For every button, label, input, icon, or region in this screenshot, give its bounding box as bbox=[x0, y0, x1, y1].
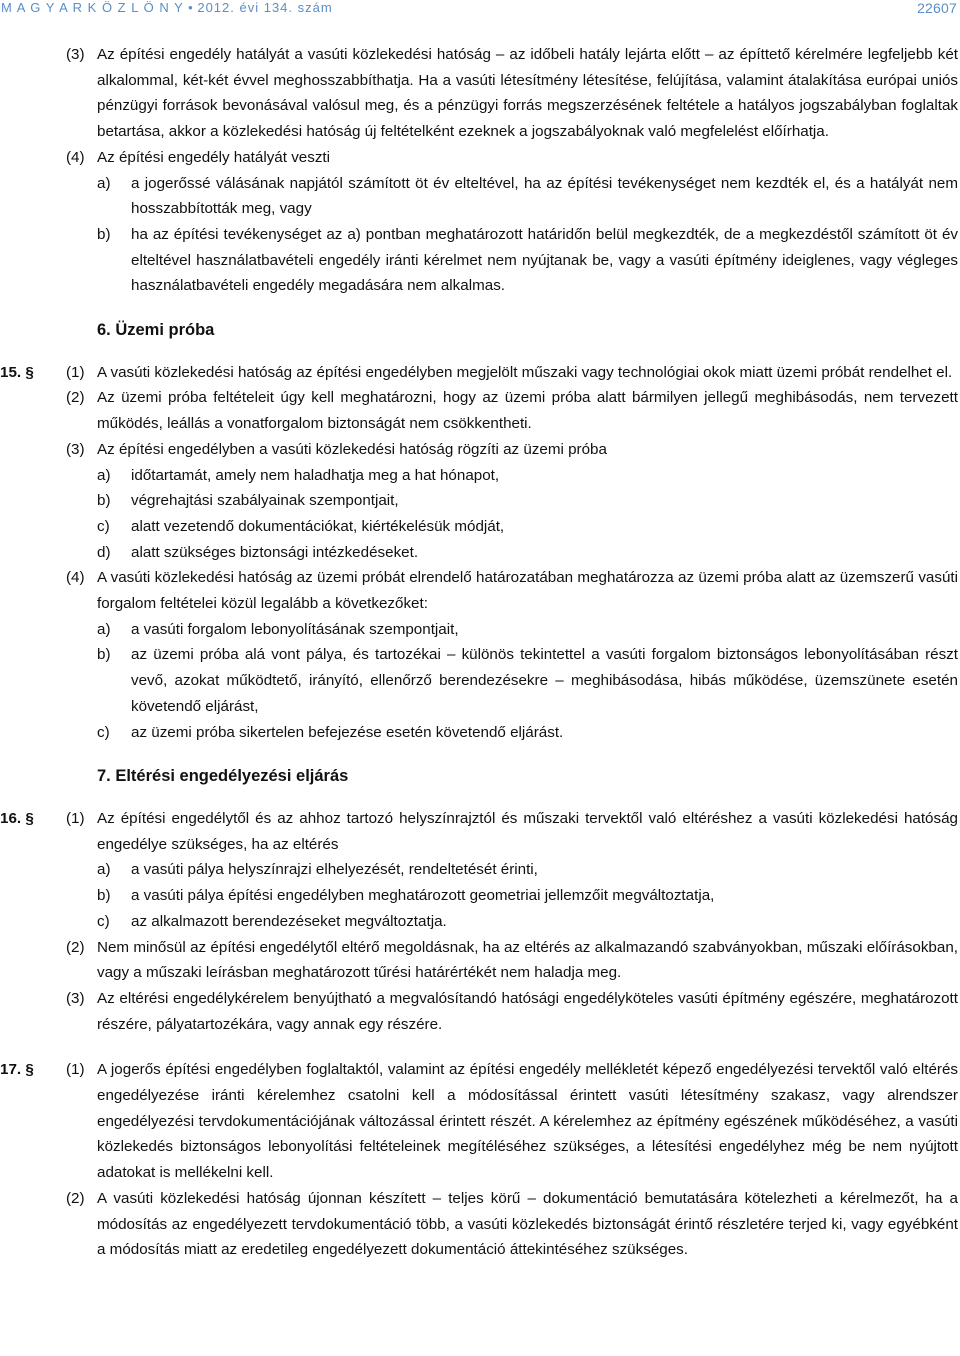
paragraph bbox=[0, 1057, 958, 1186]
item-label: c) bbox=[97, 912, 110, 930]
paragraph-number: (1) bbox=[66, 809, 85, 827]
list-item bbox=[0, 540, 958, 566]
paragraph bbox=[0, 360, 958, 386]
bullet-separator: • bbox=[188, 0, 193, 15]
paragraph-4 bbox=[0, 145, 958, 299]
list-item bbox=[0, 642, 958, 719]
list-item bbox=[0, 463, 958, 489]
section-17 bbox=[0, 1057, 958, 1263]
paragraph bbox=[0, 806, 958, 857]
paragraph bbox=[0, 935, 958, 986]
section-number: 17. § bbox=[0, 1061, 34, 1079]
paragraph-text: Az üzemi próba feltételeit úgy kell meghatározni, hogy az üzemi próba alatt bármilyen jellegű meghibásodás, nem tervezett működés, leállás a vonatforgalom biztonságát nem csökkentheti. bbox=[97, 389, 958, 433]
list-item bbox=[0, 488, 958, 514]
item-text: a vasúti pálya építési engedélyben meghatározott geometriai jellemzőit megváltoztatja, bbox=[131, 887, 715, 905]
item-label: c) bbox=[97, 517, 110, 535]
paragraph-text: A vasúti közlekedési hatóság az építési engedélyben megjelölt műszaki vagy technológiai okok miatt üzemi próbát rendelhet el. bbox=[97, 363, 953, 381]
paragraph-number: (4) bbox=[66, 148, 85, 166]
item-label: a) bbox=[97, 620, 111, 638]
paragraph-number: (4) bbox=[66, 569, 85, 587]
paragraph-text: Az eltérési engedélykérelem benyújtható a megvalósítandó hatósági engedélyköteles vasúti építmény egészére, meghatározott részére, pályatartozékára, vagy annak egy részére. bbox=[97, 989, 958, 1033]
item-label: a) bbox=[97, 174, 111, 192]
paragraph bbox=[0, 1186, 958, 1263]
item-text: az alkalmazott berendezéseket megváltoztatja. bbox=[131, 912, 447, 930]
section-number: 16. § bbox=[0, 809, 34, 827]
list-item bbox=[0, 617, 958, 643]
section-15 bbox=[0, 360, 958, 746]
journal-name: M A G Y A R K Ö Z L Ö N Y bbox=[1, 0, 184, 15]
item-text: a vasúti pálya helyszínrajzi elhelyezését, rendeltetését érinti, bbox=[131, 861, 538, 879]
item-text: alatt szükséges biztonsági intézkedéseket. bbox=[131, 543, 419, 561]
paragraph-number: (2) bbox=[66, 389, 85, 407]
list-item bbox=[0, 222, 958, 299]
paragraph-text: A vasúti közlekedési hatóság újonnan készített – teljes körű – dokumentáció bemutatására kötelezheti a kérelmezőt, ha a módosítás az engedélyezett tervdokumentáció több, a vasúti közlekedés biztonságát érintő részletére terjed ki, vagy egyébként a módosítás miatt az eredetileg engedélyezett dokumentáció áttekintéséhez szükséges. bbox=[97, 1189, 958, 1259]
list-item bbox=[0, 171, 958, 222]
list-item bbox=[0, 857, 958, 883]
paragraph-text: Az építési engedély hatályát a vasúti közlekedési hatóság – az időbeli hatály lejárta előtt – az építtető kérelmére legfeljebb két alkalommal, két-két évvel meghosszabbíthatja. Ha a vasúti létesítmény létesítése, felújítása, valamint átalakítása európai uniós pénzügyi források bevonásával valósul meg, és a pénzügyi forrás megszerzésének feltétele a hatályos jogszabályban foglaltak betartása, akkor a közlekedési hatóság új feltételként ezeknek a jogszabályoknak való megfelelést előírhatja. bbox=[97, 46, 958, 141]
issue-number: 2012. évi 134. szám bbox=[197, 0, 333, 15]
paragraph-text: A jogerős építési engedélyben foglaltaktól, valamint az építési engedély mellékletét képező engedélyezési tervektől való eltérés engedélyezése iránti kérelemhez csatolni kell a módosítással érintett vasúti létesítmény szakasz, vagy alrendszer engedélyezési tervdokumentációjának változással érintett részét. A kérelemhez az építmény egészének működéséhez, a vasúti közlekedés biztonságos lebonyolítási feltételeinek megítéléséhez szükséges, a létesítési engedélyhez még be nem nyújtott adatokat is mellékelni kell. bbox=[97, 1061, 958, 1182]
paragraph-number: (2) bbox=[66, 938, 85, 956]
paragraph bbox=[0, 385, 958, 436]
paragraph-3 bbox=[0, 42, 958, 145]
paragraph bbox=[0, 986, 958, 1037]
section-heading-6: 6. Üzemi próba bbox=[97, 321, 215, 340]
paragraph-number: (3) bbox=[66, 46, 85, 63]
item-text: az üzemi próba sikertelen befejezése esetén követendő eljárást. bbox=[131, 723, 564, 741]
running-header bbox=[0, 0, 960, 18]
item-label: a) bbox=[97, 466, 111, 484]
paragraph-number: (3) bbox=[66, 989, 85, 1007]
paragraph-text: A vasúti közlekedési hatóság az üzemi próbát elrendelő határozatában meghatározza az üzemi próba alatt az üzemszerű vasúti forgalom feltételei közül legalább a következőket: bbox=[97, 569, 958, 613]
paragraph-lead bbox=[0, 145, 958, 171]
item-text: a vasúti forgalom lebonyolításának szempontjait, bbox=[131, 620, 459, 638]
paragraph-text: Az építési engedélyben a vasúti közlekedési hatóság rögzíti az üzemi próba bbox=[97, 440, 607, 458]
item-text: ha az építési tevékenységet az a) pontban meghatározott határidőn belül megkezdték, de a megkezdéstől számított öt év elteltével használatbavételi engedély iránti kérelmet nem nyújtanak be, vagy a vasúti építmény ideiglenes, vagy végleges használatbavételi engedély megadására nem alkalmas. bbox=[131, 225, 958, 295]
item-text: a jogerőssé válásának napjától számított öt év elteltével, ha az építési tevékenységet nem kezdték el, és a hatályát nem hosszabbították meg, vagy bbox=[131, 174, 958, 218]
section-16 bbox=[0, 806, 958, 1037]
item-text: időtartamát, amely nem haladhatja meg a hat hónapot, bbox=[131, 466, 500, 484]
list-item bbox=[0, 909, 958, 935]
item-text: alatt vezetendő dokumentációkat, kiértékelésük módját, bbox=[131, 517, 505, 535]
page-number: 22607 bbox=[917, 0, 957, 16]
item-label: a) bbox=[97, 861, 111, 879]
list-item bbox=[0, 883, 958, 909]
paragraph bbox=[0, 565, 958, 616]
paragraph-number: (1) bbox=[66, 363, 85, 381]
item-label: b) bbox=[97, 646, 111, 664]
item-label: b) bbox=[97, 225, 111, 243]
list-item bbox=[0, 720, 958, 746]
paragraph-number: (1) bbox=[66, 1061, 85, 1079]
page-body bbox=[0, 42, 958, 1263]
paragraph bbox=[0, 437, 958, 463]
section-number: 15. § bbox=[0, 363, 34, 381]
paragraph-number: (3) bbox=[66, 440, 85, 458]
item-label: c) bbox=[97, 723, 110, 741]
publication-title bbox=[1, 0, 333, 15]
item-label: b) bbox=[97, 887, 111, 905]
item-label: d) bbox=[97, 543, 111, 561]
paragraph-text: Az építési engedélytől és az ahhoz tartozó helyszínrajztól és műszaki tervektől való eltéréshez a vasúti közlekedési hatóság engedélye szükséges, ha az eltérés bbox=[97, 809, 958, 853]
paragraph-number: (2) bbox=[66, 1189, 85, 1207]
paragraph-text: Nem minősül az építési engedélytől eltérő megoldásnak, ha az eltérés az alkalmazandó szabványokban, műszaki előírásokban, vagy a műszaki leírásban meghatározott tűrési határértékét nem haladja meg. bbox=[97, 938, 958, 982]
item-text: végrehajtási szabályainak szempontjait, bbox=[131, 492, 399, 510]
list-item bbox=[0, 514, 958, 540]
item-label: b) bbox=[97, 492, 111, 510]
section-heading-7: 7. Eltérési engedélyezési eljárás bbox=[97, 767, 349, 786]
item-text: az üzemi próba alá vont pálya, és tartozékai – különös tekintettel a vasúti forgalom biztonságos lebonyolításában részt vevő, azokat működtető, irányító, ellenőrző berendezésekre – meghibásodása, hibás működése, üzemszünete esetén követendő eljárást, bbox=[131, 646, 958, 715]
paragraph-text: Az építési engedély hatályát veszti bbox=[97, 148, 331, 166]
